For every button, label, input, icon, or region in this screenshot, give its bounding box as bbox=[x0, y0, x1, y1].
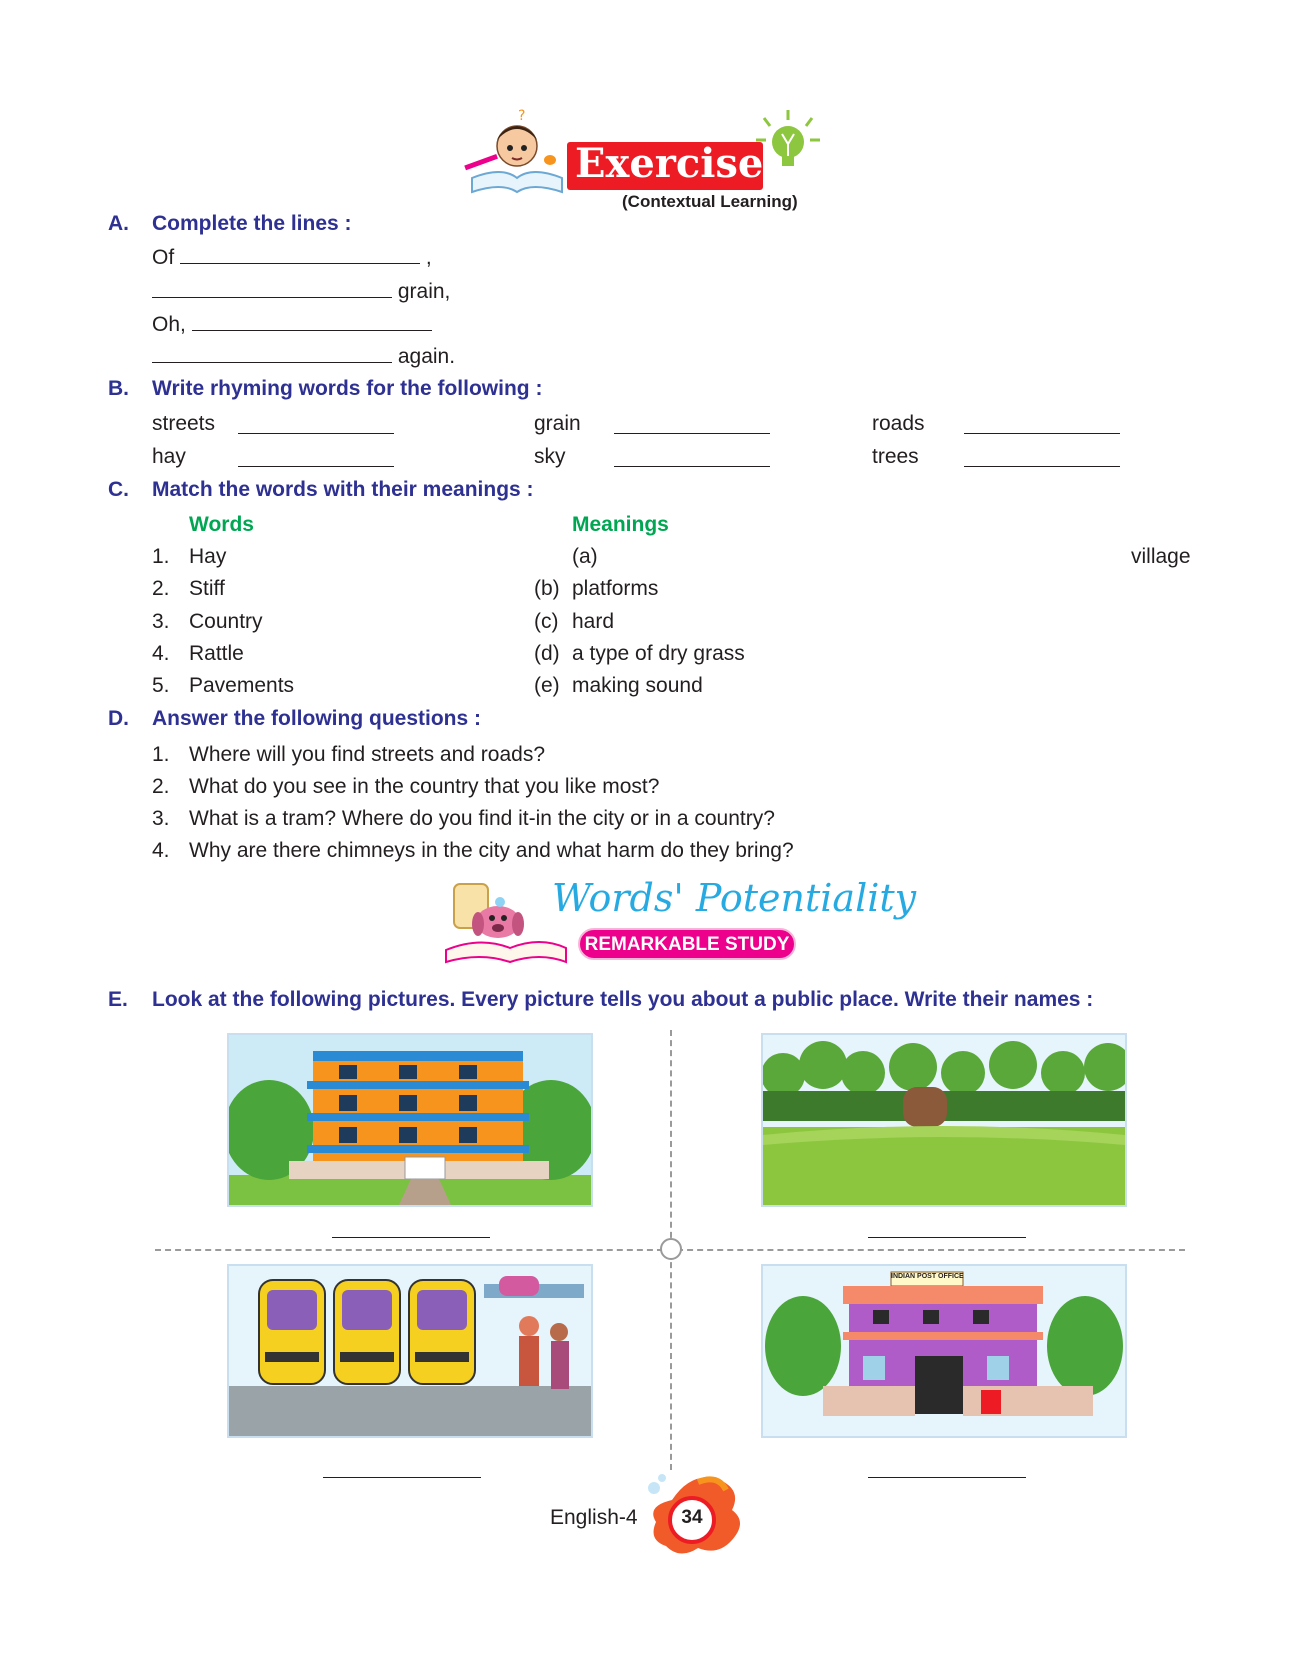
rhyme-word: hay bbox=[152, 445, 186, 468]
answer-line-park[interactable] bbox=[868, 1236, 1026, 1238]
page-number: 34 bbox=[681, 1507, 703, 1528]
answer-line-bus-stand[interactable] bbox=[323, 1476, 481, 1478]
match-num: 3. bbox=[152, 610, 170, 633]
match-meaning: hard bbox=[572, 610, 615, 633]
poem-blank-2[interactable] bbox=[152, 280, 392, 298]
question-text: What is a tram? Where do you find it-in the city or in a country? bbox=[189, 807, 775, 830]
lightbulb-icon bbox=[752, 104, 824, 194]
section-d-letter: D. bbox=[108, 707, 129, 730]
match-letter: (b) bbox=[534, 577, 560, 600]
question-text: What do you see in the country that you like most? bbox=[189, 775, 660, 798]
match-letter: (d) bbox=[534, 642, 560, 665]
student-reading-icon bbox=[462, 108, 572, 198]
section-c-letter: C. bbox=[108, 478, 129, 501]
dog-reading-icon bbox=[440, 880, 570, 970]
poem-blank-3[interactable] bbox=[192, 313, 432, 331]
match-num: 4. bbox=[152, 642, 170, 665]
rhyme-blank[interactable] bbox=[614, 449, 770, 467]
poem-line-1 bbox=[152, 246, 432, 270]
rhyme-blank[interactable] bbox=[238, 449, 394, 467]
park-picture bbox=[761, 1033, 1127, 1207]
answer-line-post-office[interactable] bbox=[868, 1476, 1026, 1478]
section-e-letter: E. bbox=[108, 988, 128, 1011]
rhyme-word: trees bbox=[872, 445, 919, 468]
match-word: Rattle bbox=[189, 642, 244, 665]
section-e-title: Look at the following pictures. Every picture tells you about a public place. Write their names : bbox=[152, 988, 1094, 1011]
svg-text:?: ? bbox=[518, 108, 526, 124]
bus-stand-picture bbox=[227, 1264, 593, 1438]
rhyme-word: streets bbox=[152, 412, 216, 435]
poem-line-3-start: Oh, bbox=[152, 313, 186, 336]
exercise-subtitle: (Contextual Learning) bbox=[622, 192, 798, 211]
meanings-header: Meanings bbox=[572, 513, 669, 536]
rhyme-blank[interactable] bbox=[964, 416, 1120, 434]
remarkable-study-pill bbox=[578, 928, 796, 960]
divider-circle bbox=[660, 1238, 682, 1260]
poem-line-4-end: again. bbox=[397, 345, 456, 368]
match-num: 5. bbox=[152, 674, 170, 697]
question-num: 4. bbox=[152, 839, 170, 862]
answer-line-school[interactable] bbox=[332, 1236, 490, 1238]
match-letter: (a) bbox=[572, 545, 598, 568]
question-num: 3. bbox=[152, 807, 170, 830]
match-num: 2. bbox=[152, 577, 170, 600]
rhyme-blank[interactable] bbox=[238, 416, 394, 434]
post-office-picture bbox=[761, 1264, 1127, 1438]
section-d-title: Answer the following questions : bbox=[152, 707, 482, 730]
footer-book-title: English-4 bbox=[550, 1506, 638, 1529]
question-text: Why are there chimneys in the city and what harm do they bring? bbox=[189, 839, 794, 862]
rhyme-word: sky bbox=[534, 445, 566, 468]
question-num: 2. bbox=[152, 775, 170, 798]
exercise-title-box bbox=[567, 142, 763, 190]
page-number-badge bbox=[632, 1470, 752, 1560]
poem-line-2 bbox=[152, 280, 450, 304]
poem-line-1-start: Of bbox=[152, 246, 175, 269]
match-meaning: village bbox=[1131, 545, 1191, 568]
question-text: Where will you find streets and roads? bbox=[189, 743, 546, 766]
match-meaning: making sound bbox=[572, 674, 703, 697]
remarkable-study-label: REMARKABLE STUDY bbox=[584, 934, 790, 955]
match-letter: (c) bbox=[534, 610, 559, 633]
section-c-title: Match the words with their meanings : bbox=[152, 478, 534, 501]
post-office-sign: INDIAN POST OFFICE bbox=[891, 1273, 964, 1280]
match-meaning: platforms bbox=[572, 577, 659, 600]
rhyme-word: roads bbox=[872, 412, 925, 435]
exercise-header bbox=[462, 104, 842, 216]
school-picture bbox=[227, 1033, 593, 1207]
match-num: 1. bbox=[152, 545, 170, 568]
rhyme-word: grain bbox=[534, 412, 581, 435]
poem-line-3 bbox=[152, 313, 432, 337]
words-potentiality-title: Words' Potentiality bbox=[552, 876, 917, 920]
question-num: 1. bbox=[152, 743, 170, 766]
section-b-title: Write rhyming words for the following : bbox=[152, 377, 543, 400]
rhyme-blank[interactable] bbox=[964, 449, 1120, 467]
poem-line-1-end: , bbox=[425, 246, 432, 269]
match-word: Pavements bbox=[189, 674, 295, 697]
match-word: Country bbox=[189, 610, 263, 633]
exercise-title: Exercise bbox=[575, 140, 764, 187]
section-a-title: Complete the lines : bbox=[152, 212, 352, 235]
poem-line-2-end: grain, bbox=[397, 280, 451, 303]
poem-line-4 bbox=[152, 345, 455, 369]
match-word: Hay bbox=[189, 545, 227, 568]
rhyme-blank[interactable] bbox=[614, 416, 770, 434]
poem-blank-4[interactable] bbox=[152, 345, 392, 363]
match-meaning: a type of dry grass bbox=[572, 642, 745, 665]
match-word: Stiff bbox=[189, 577, 225, 600]
words-header: Words bbox=[189, 513, 254, 536]
match-letter: (e) bbox=[534, 674, 560, 697]
poem-blank-1[interactable] bbox=[180, 246, 420, 264]
section-a-letter: A. bbox=[108, 212, 129, 235]
section-b-letter: B. bbox=[108, 377, 129, 400]
words-potentiality-banner bbox=[440, 876, 917, 970]
